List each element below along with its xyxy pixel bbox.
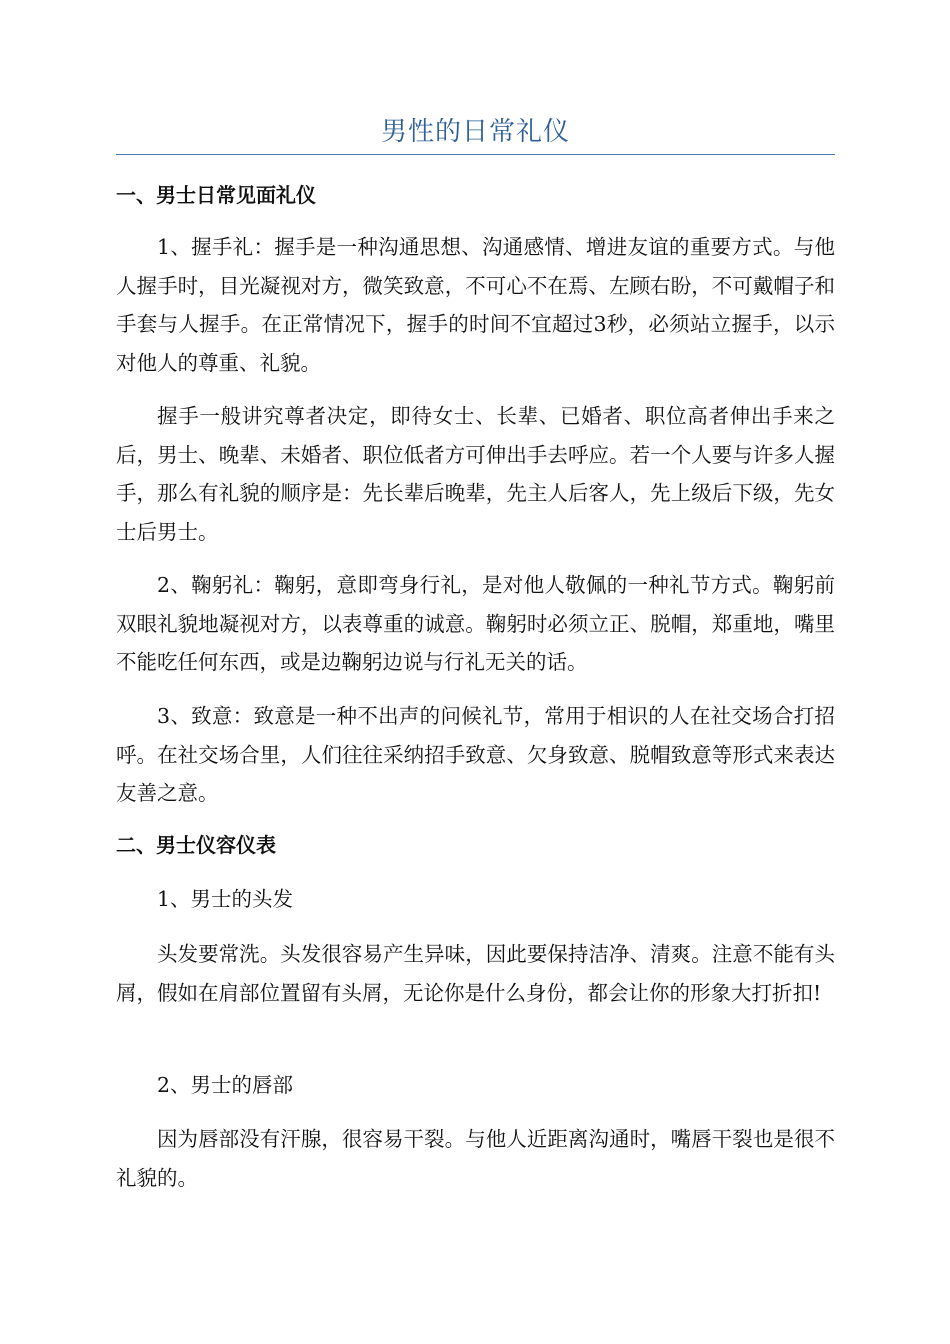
section-heading-2: 二、男士仪容仪表 bbox=[116, 833, 276, 857]
subheading-lips: 2、男士的唇部 bbox=[157, 1073, 294, 1097]
paragraph-lips: 因为唇部没有汗腺，很容易干裂。与他人近距离沟通时，嘴唇干裂也是很不礼貌的。 bbox=[116, 1127, 835, 1190]
paragraph-bow: 2、鞠躬礼：鞠躬，意即弯身行礼，是对他人敬佩的一种礼节方式。鞠躬前双眼礼貌地凝视对方，以表尊重的诚意。鞠躬时必须立正、脱帽，郑重地，嘴里不能吃任何东西，或是边鞠躬边说与行礼无关的话。 bbox=[116, 573, 835, 674]
title-underline bbox=[116, 154, 835, 155]
paragraph-hair: 头发要常洗。头发很容易产生异味，因此要保持洁净、清爽。注意不能有头屑，假如在肩部位置留有头屑，无论你是什么身份，都会让你的形象大打折扣! bbox=[116, 942, 835, 1005]
subheading-hair: 1、男士的头发 bbox=[157, 887, 294, 911]
paragraph-handshake-order: 握手一般讲究尊者决定，即待女士、长辈、已婚者、职位高者伸出手来之后，男士、晚辈、未婚者、职位低者方可伸出手去呼应。若一个人要与许多人握手，那么有礼貌的顺序是：先长辈后晚辈，先主人后客人，先上级后下级，先女士后男士。 bbox=[116, 404, 835, 544]
paragraph-handshake: 1、握手礼：握手是一种沟通思想、沟通感情、增进友谊的重要方式。与他人握手时，目光凝视对方，微笑致意，不可心不在焉、左顾右盼，不可戴帽子和手套与人握手。在正常情况下，握手的时间不宜超过3秒，必须站立握手，以示对他人的尊重、礼貌。 bbox=[116, 235, 835, 375]
paragraph-greeting: 3、致意：致意是一种不出声的问候礼节，常用于相识的人在社交场合打招呼。在社交场合里，人们往往采纳招手致意、欠身致意、脱帽致意等形式来表达友善之意。 bbox=[116, 704, 835, 805]
section-heading-1: 一、男士日常见面礼仪 bbox=[116, 183, 316, 207]
document-title: 男性的日常礼仪 bbox=[380, 117, 570, 147]
